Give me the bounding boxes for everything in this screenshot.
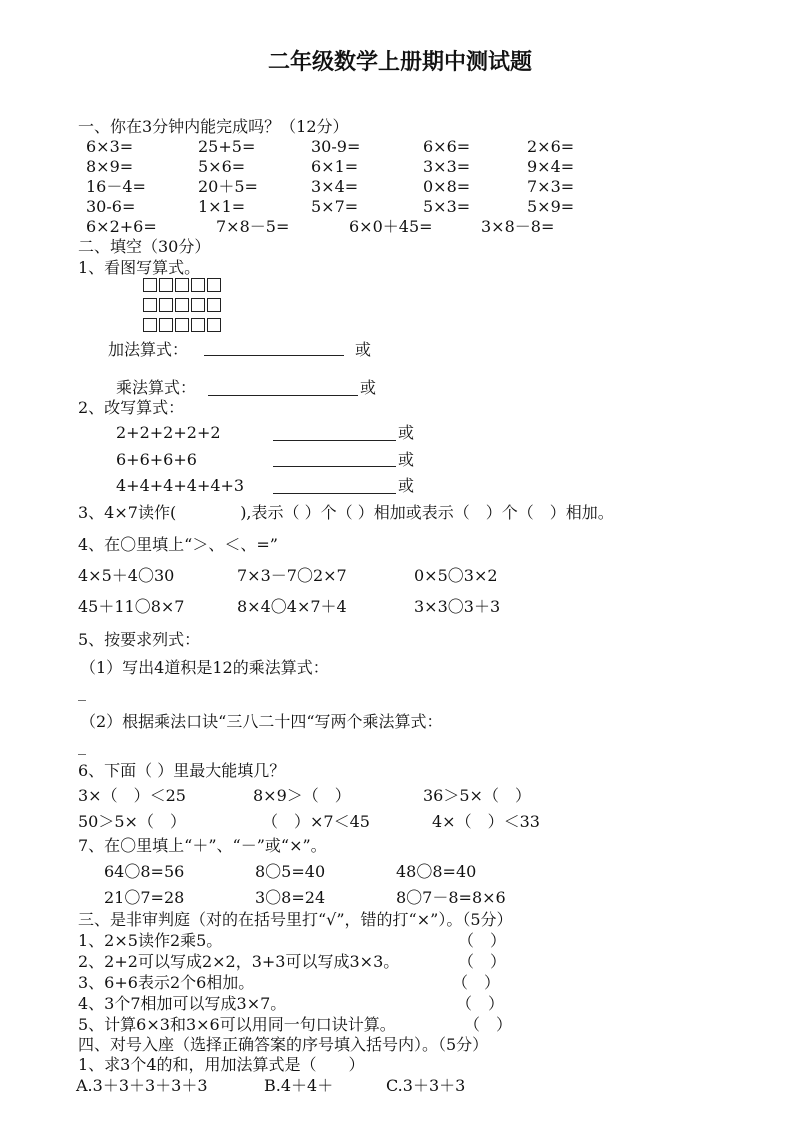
fill-item: 4×（ ）＜33 <box>432 812 540 831</box>
addition-label: 加法算式： <box>108 340 189 359</box>
square-grid-figure <box>143 278 223 338</box>
choice-option-a[interactable]: A.3＋3＋3＋3＋3 <box>76 1076 208 1095</box>
page-title: 二年级数学上册期中测试题 <box>267 49 532 75</box>
calc-item: 3×3= <box>423 157 471 176</box>
operator-item: 8〇5=40 <box>255 862 326 881</box>
judge-item: 5、计算6×3和3×6可以用同一句口诀计算。 <box>78 1015 396 1034</box>
calc-item: 7×8－5= <box>216 217 290 236</box>
answer-blank[interactable]: _ <box>78 736 86 755</box>
rewrite-item: 4+4+4+4+4+3 <box>116 476 245 495</box>
section-1-heading: 一、你在3分钟内能完成吗？（12分） <box>78 117 349 136</box>
calc-item: 6×2+6= <box>86 217 157 236</box>
calc-item: 3×4= <box>311 177 359 196</box>
answer-blank[interactable]: _ <box>78 682 86 701</box>
calc-item: 6×0＋45= <box>349 217 433 236</box>
judge-item: 3、6+6表示2个6相加。 <box>78 973 255 992</box>
judge-item: 4、3个7相加可以写成3×7。 <box>78 994 287 1013</box>
judge-paren[interactable]: （ ） <box>464 1015 513 1034</box>
choice-question: 1、求3个4的和，用加法算式是（ ） <box>78 1055 365 1074</box>
rewrite-item: 6+6+6+6 <box>116 450 197 469</box>
fill-item: （ ）×7＜45 <box>262 812 370 831</box>
calc-item: 5×6= <box>198 157 246 176</box>
calc-item: 5×9= <box>527 197 575 216</box>
section-3-heading: 三、是非审判庭（对的在括号里打“√”，错的打“×”）。（5分） <box>78 910 513 929</box>
operator-item: 64〇8=56 <box>104 862 185 881</box>
calc-item: 3×8－8= <box>481 217 555 236</box>
fill-item: 50＞5×（ ） <box>78 812 186 831</box>
calc-item: 6×1= <box>311 157 359 176</box>
or-label: 或 <box>398 423 415 442</box>
fill-item: 3×（ ）＜25 <box>78 786 186 805</box>
choice-option-c[interactable]: C.3＋3＋3 <box>386 1076 466 1095</box>
or-label: 或 <box>398 450 415 469</box>
q4-label: 4、在〇里填上“＞、＜、=” <box>78 535 278 554</box>
calc-item: 6×3= <box>86 137 134 156</box>
rewrite-item: 2+2+2+2+2 <box>116 423 221 442</box>
q6-label: 6、下面（ ）里最大能填几？ <box>78 761 286 780</box>
compare-item: 0×5〇3×2 <box>414 566 498 585</box>
compare-item: 45＋11〇8×7 <box>78 597 185 616</box>
calc-item: 2×6= <box>527 137 575 156</box>
calc-item: 1×1= <box>198 197 246 216</box>
operator-item: 3〇8=24 <box>255 888 326 907</box>
judge-paren[interactable]: （ ） <box>458 952 507 971</box>
operator-item: 21〇7=28 <box>104 888 185 907</box>
section-4-heading: 四、对号入座（选择正确答案的序号填入括号内）。（5分） <box>78 1035 489 1054</box>
multiplication-answer-line[interactable] <box>208 395 358 396</box>
q2-label: 2、改写算式： <box>78 398 185 417</box>
calc-item: 7×3= <box>527 177 575 196</box>
calc-item: 25+5= <box>198 137 256 156</box>
operator-item: 48〇8=40 <box>396 862 477 881</box>
calc-item: 8×9= <box>86 157 134 176</box>
section-2-heading: 二、填空（30分） <box>78 237 211 256</box>
judge-item: 2、2+2可以写成2×2，3+3可以写成3×3。 <box>78 952 400 971</box>
compare-item: 8×4〇4×7＋4 <box>237 597 347 616</box>
calc-item: 20＋5= <box>198 177 258 196</box>
calc-item: 0×8= <box>423 177 471 196</box>
rewrite-answer-line[interactable] <box>273 466 396 467</box>
calc-item: 6×6= <box>423 137 471 156</box>
or-label: 或 <box>398 476 415 495</box>
calc-item: 30-6= <box>86 197 136 216</box>
q7-label: 7、在〇里填上“＋”、“－”或“×”。 <box>78 836 327 855</box>
q3-text: 3、4×7读作( ),表示（ ）个（ ）相加或表示（ ）个（ ）相加。 <box>78 503 614 522</box>
judge-paren[interactable]: （ ） <box>452 973 501 992</box>
or-label: 或 <box>355 340 372 359</box>
operator-item: 8〇7－8=8×6 <box>396 888 506 907</box>
fill-item: 36＞5×（ ） <box>423 786 531 805</box>
addition-answer-line[interactable] <box>204 355 344 356</box>
judge-item: 1、2×5读作2乘5。 <box>78 931 223 950</box>
q1-label: 1、看图写算式。 <box>78 258 201 277</box>
q5-sub1: （1）写出4道积是12的乘法算式： <box>80 658 329 677</box>
calc-item: 5×7= <box>311 197 359 216</box>
calc-item: 16－4= <box>86 177 146 196</box>
choice-option-b[interactable]: B.4＋4＋ <box>264 1076 334 1095</box>
compare-item: 4×5＋4〇30 <box>78 566 175 585</box>
judge-paren[interactable]: （ ） <box>456 994 505 1013</box>
judge-paren[interactable]: （ ） <box>458 931 507 950</box>
calc-item: 30-9= <box>311 137 361 156</box>
or-label: 或 <box>360 378 377 397</box>
rewrite-answer-line[interactable] <box>273 493 396 494</box>
q5-sub2: （2）根据乘法口诀“三八二十四“写两个乘法算式： <box>80 712 443 731</box>
calc-item: 5×3= <box>423 197 471 216</box>
calc-item: 9×4= <box>527 157 575 176</box>
multiplication-label: 乘法算式： <box>116 378 197 397</box>
fill-item: 8×9＞（ ） <box>253 786 351 805</box>
q5-label: 5、按要求列式： <box>78 630 201 649</box>
compare-item: 3×3〇3＋3 <box>414 597 501 616</box>
compare-item: 7×3－7〇2×7 <box>237 566 347 585</box>
rewrite-answer-line[interactable] <box>273 440 396 441</box>
